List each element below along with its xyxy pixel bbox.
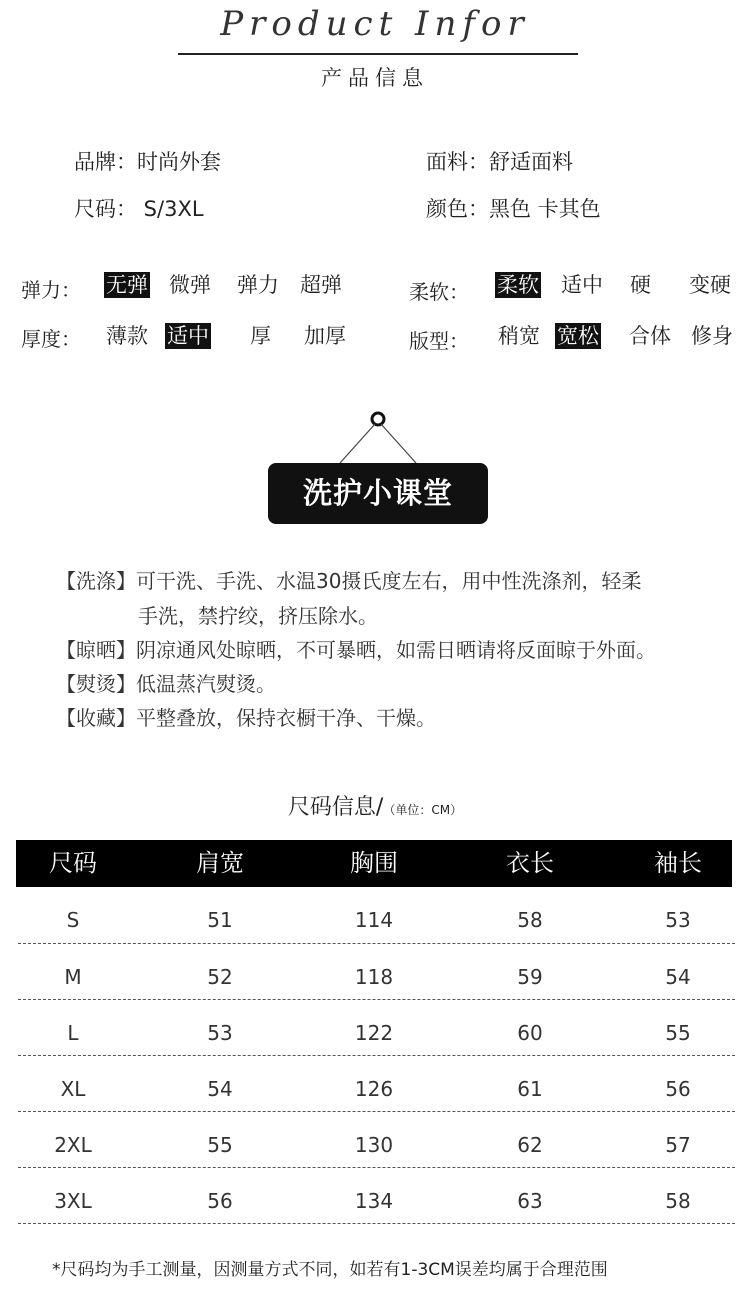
care-line-iron: 【熨烫】低温蒸汽熨烫。	[56, 672, 276, 696]
care-line-dry: 【晾晒】阴凉通风处晾晒，不可暴晒，如需日晒请将反面晾于外面。	[56, 638, 656, 662]
table-cell: 61	[517, 1077, 543, 1101]
table-cell: 60	[517, 1021, 543, 1045]
table-cell: XL	[60, 1077, 86, 1101]
header-sleeve: 袖长	[654, 849, 702, 877]
table-cell: 55	[665, 1021, 691, 1045]
table-cell: 58	[665, 1189, 691, 1213]
size-info: 尺码： S/3XL	[74, 197, 204, 221]
table-cell: 53	[207, 1021, 233, 1045]
row-divider	[18, 1223, 735, 1224]
table-cell: 56	[207, 1189, 233, 1213]
care-line-store: 【收藏】平整叠放，保持衣橱干净、干燥。	[56, 706, 436, 730]
elasticity-option-selected: 无弹	[106, 273, 148, 297]
fit-option: 修身	[691, 324, 733, 348]
row-divider	[18, 943, 735, 944]
fit-option-selected: 宽松	[557, 324, 599, 348]
script-title: Product Infor	[220, 4, 530, 44]
table-cell: 59	[517, 965, 543, 989]
table-cell: 63	[517, 1189, 543, 1213]
header-length: 衣长	[506, 849, 554, 877]
care-line-wash-cont: 手洗，禁拧绞，挤压除水。	[138, 604, 378, 628]
table-cell: 62	[517, 1133, 543, 1157]
softness-option: 硬	[630, 273, 651, 297]
page-subtitle: 产品信息	[321, 66, 429, 90]
row-divider	[18, 1055, 735, 1056]
fabric-info: 面料：舒适面料	[426, 150, 573, 174]
size-table-header	[16, 840, 732, 887]
table-cell: 130	[354, 1133, 394, 1157]
size-unit-text: （单位：CM）	[383, 803, 463, 817]
header-chest: 胸围	[350, 849, 398, 877]
header-shoulder: 肩宽	[196, 849, 244, 877]
thickness-option-selected: 适中	[167, 324, 209, 348]
header-size: 尺码	[49, 849, 97, 877]
brand-info: 品牌：时尚外套	[74, 150, 221, 174]
elasticity-option: 超弹	[300, 273, 342, 297]
thickness-option: 薄款	[106, 324, 148, 348]
size-table-title	[0, 790, 750, 821]
softness-option-selected: 柔软	[497, 273, 539, 297]
softness-label: 柔软：	[409, 280, 469, 304]
table-cell: 55	[207, 1133, 233, 1157]
care-line-wash: 【洗涤】可干洗、手洗、水温30摄氏度左右，用中性洗涤剂，轻柔	[56, 569, 642, 593]
table-cell: 134	[354, 1189, 394, 1213]
table-cell: 56	[665, 1077, 691, 1101]
table-cell: 54	[665, 965, 691, 989]
table-cell: 52	[207, 965, 233, 989]
table-cell: 122	[354, 1021, 394, 1045]
elasticity-option: 弹力	[237, 273, 279, 297]
title-divider	[178, 53, 578, 55]
hanging-string-icon	[320, 408, 440, 468]
table-cell: M	[64, 965, 82, 989]
row-divider	[18, 1167, 735, 1168]
softness-option: 变硬	[689, 273, 731, 297]
fit-label: 版型：	[409, 329, 469, 353]
row-divider	[18, 999, 735, 1000]
fit-option: 稍宽	[498, 324, 540, 348]
table-cell: 54	[207, 1077, 233, 1101]
elasticity-label: 弹力：	[21, 278, 81, 302]
size-title-text: 尺码信息/	[287, 795, 384, 820]
elasticity-option: 微弹	[169, 273, 211, 297]
table-cell: 53	[665, 908, 691, 932]
table-cell: 3XL	[54, 1189, 92, 1213]
table-cell: 114	[354, 908, 394, 932]
row-divider	[18, 1111, 735, 1112]
color-info: 颜色：黑色 卡其色	[426, 197, 601, 221]
table-cell: 2XL	[54, 1133, 92, 1157]
table-cell: 58	[517, 908, 543, 932]
measurement-footnote: *尺码均为手工测量，因测量方式不同，如若有1-3CM误差均属于合理范围	[52, 1260, 608, 1280]
thickness-option: 加厚	[304, 324, 346, 348]
table-cell: 118	[354, 965, 394, 989]
table-cell: L	[67, 1021, 79, 1045]
table-cell: 51	[207, 908, 233, 932]
care-title: 洗护小课堂	[268, 463, 488, 524]
table-cell: 126	[354, 1077, 394, 1101]
table-cell: S	[66, 908, 80, 932]
thickness-option: 厚	[250, 324, 271, 348]
thickness-label: 厚度：	[21, 327, 81, 351]
fit-option: 合体	[629, 324, 671, 348]
table-cell: 57	[665, 1133, 691, 1157]
softness-option: 适中	[561, 273, 603, 297]
